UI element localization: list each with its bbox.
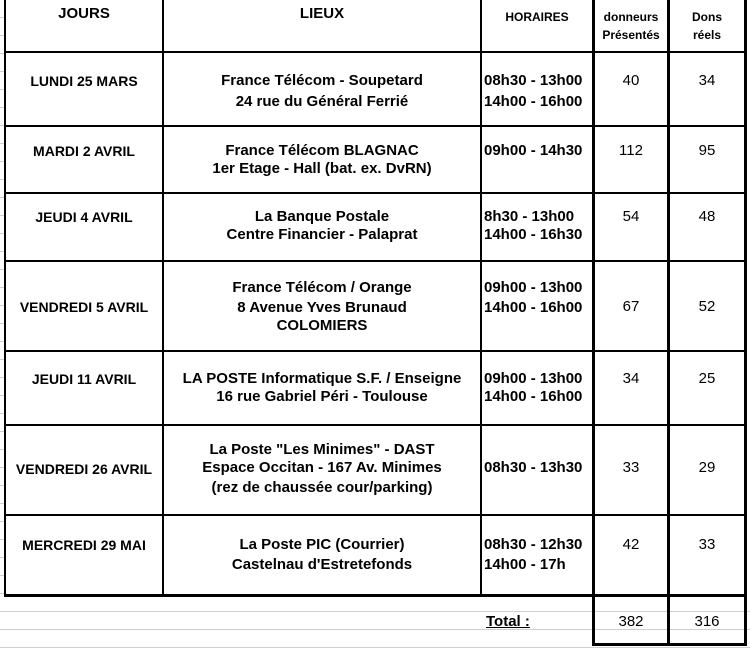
row-horaire: 08h30 - 12h30 — [484, 536, 583, 553]
total-dons: 316 — [694, 613, 720, 630]
row-divider — [4, 51, 747, 53]
row-dons: 29 — [698, 459, 716, 476]
row-jour: JEUDI 11 AVRIL — [31, 371, 137, 387]
row-jour: VENDREDI 26 AVRIL — [15, 461, 153, 477]
row-donneurs: 54 — [622, 208, 640, 225]
row-lieu-line: 24 rue du Général Ferrié — [235, 93, 409, 110]
row-donneurs: 67 — [622, 298, 640, 315]
row-jour: JEUDI 4 AVRIL — [35, 209, 133, 225]
row-divider — [4, 260, 747, 262]
row-donneurs: 34 — [622, 370, 640, 387]
row-lieu-line: Castelnau d'Estretefonds — [231, 556, 413, 573]
row-lieu-line: (rez de chaussée cour/parking) — [211, 479, 433, 496]
row-dons: 34 — [698, 72, 716, 89]
header-donneurs-2: Présentés — [602, 28, 660, 42]
header-donneurs: donneurs — [603, 10, 659, 24]
row-lieu-line: La Poste "Les Minimes" - DAST — [209, 441, 435, 458]
row-divider — [4, 192, 747, 194]
grid-line — [0, 611, 750, 612]
row-dons: 33 — [698, 536, 716, 553]
total-donneurs: 382 — [618, 613, 644, 630]
row-dons: 52 — [698, 298, 716, 315]
grid-line — [0, 647, 750, 648]
row-lieu-line: LA POSTE Informatique S.F. / Enseigne — [182, 370, 462, 387]
row-jour: MARDI 2 AVRIL — [33, 143, 135, 159]
row-donneurs: 40 — [622, 72, 640, 89]
row-donneurs: 42 — [622, 536, 640, 553]
row-jour: VENDREDI 5 AVRIL — [19, 299, 149, 315]
row-jour: LUNDI 25 MARS — [30, 73, 138, 89]
header-horaires: HORAIRES — [505, 10, 569, 24]
row-horaire: 14h00 - 16h30 — [484, 226, 583, 243]
header-dons: Dons — [692, 10, 722, 24]
row-lieu-line: 8 Avenue Yves Brunaud — [237, 299, 407, 316]
row-horaire: 08h30 - 13h00 — [484, 72, 583, 89]
row-horaire: 09h00 - 14h30 — [484, 142, 583, 159]
row-horaire: 08h30 - 13h30 — [484, 459, 583, 476]
row-divider — [4, 424, 747, 426]
col-divider — [480, 0, 482, 595]
total-label: Total : — [486, 613, 530, 630]
row-lieu-line: La Poste PIC (Courrier) — [239, 536, 405, 553]
row-lieu-line: France Télécom BLAGNAC — [225, 142, 419, 159]
row-horaire: 14h00 - 16h00 — [484, 299, 583, 316]
row-dons: 95 — [698, 142, 716, 159]
row-lieu-line: Centre Financier - Palaprat — [226, 226, 418, 243]
row-divider — [4, 350, 747, 352]
row-horaire: 09h00 - 13h00 — [484, 279, 583, 296]
row-lieu-line: 16 rue Gabriel Péri - Toulouse — [216, 388, 428, 405]
row-donneurs: 112 — [619, 142, 643, 159]
row-divider — [4, 125, 747, 127]
row-lieu-line: Espace Occitan - 167 Av. Minimes — [202, 459, 442, 476]
row-horaire: 14h00 - 16h00 — [484, 388, 583, 405]
row-horaire: 14h00 - 16h00 — [484, 93, 583, 110]
total-bottom-border — [592, 643, 747, 646]
row-lieu-line: France Télécom - Soupetard — [221, 72, 423, 89]
row-lieu-line: 1er Etage - Hall (bat. ex. DvRN) — [212, 160, 432, 177]
row-donneurs: 33 — [622, 459, 640, 476]
table-bottom-border — [4, 594, 747, 597]
header-jours: JOURS — [58, 5, 110, 22]
row-horaire: 14h00 - 17h — [484, 556, 566, 573]
header-dons-2: réels — [692, 28, 722, 42]
col-divider — [744, 0, 747, 645]
row-lieu-line: France Télécom / Orange — [232, 279, 412, 296]
row-jour: MERCREDI 29 MAI — [22, 537, 146, 553]
row-dons: 48 — [698, 208, 716, 225]
row-lieu-line: COLOMIERS — [276, 317, 368, 334]
row-horaire: 8h30 - 13h00 — [484, 208, 575, 225]
row-lieu-line: La Banque Postale — [254, 208, 390, 225]
row-horaire: 09h00 - 13h00 — [484, 370, 583, 387]
row-divider — [4, 514, 747, 516]
row-dons: 25 — [698, 370, 716, 387]
header-lieux: LIEUX — [299, 5, 345, 22]
